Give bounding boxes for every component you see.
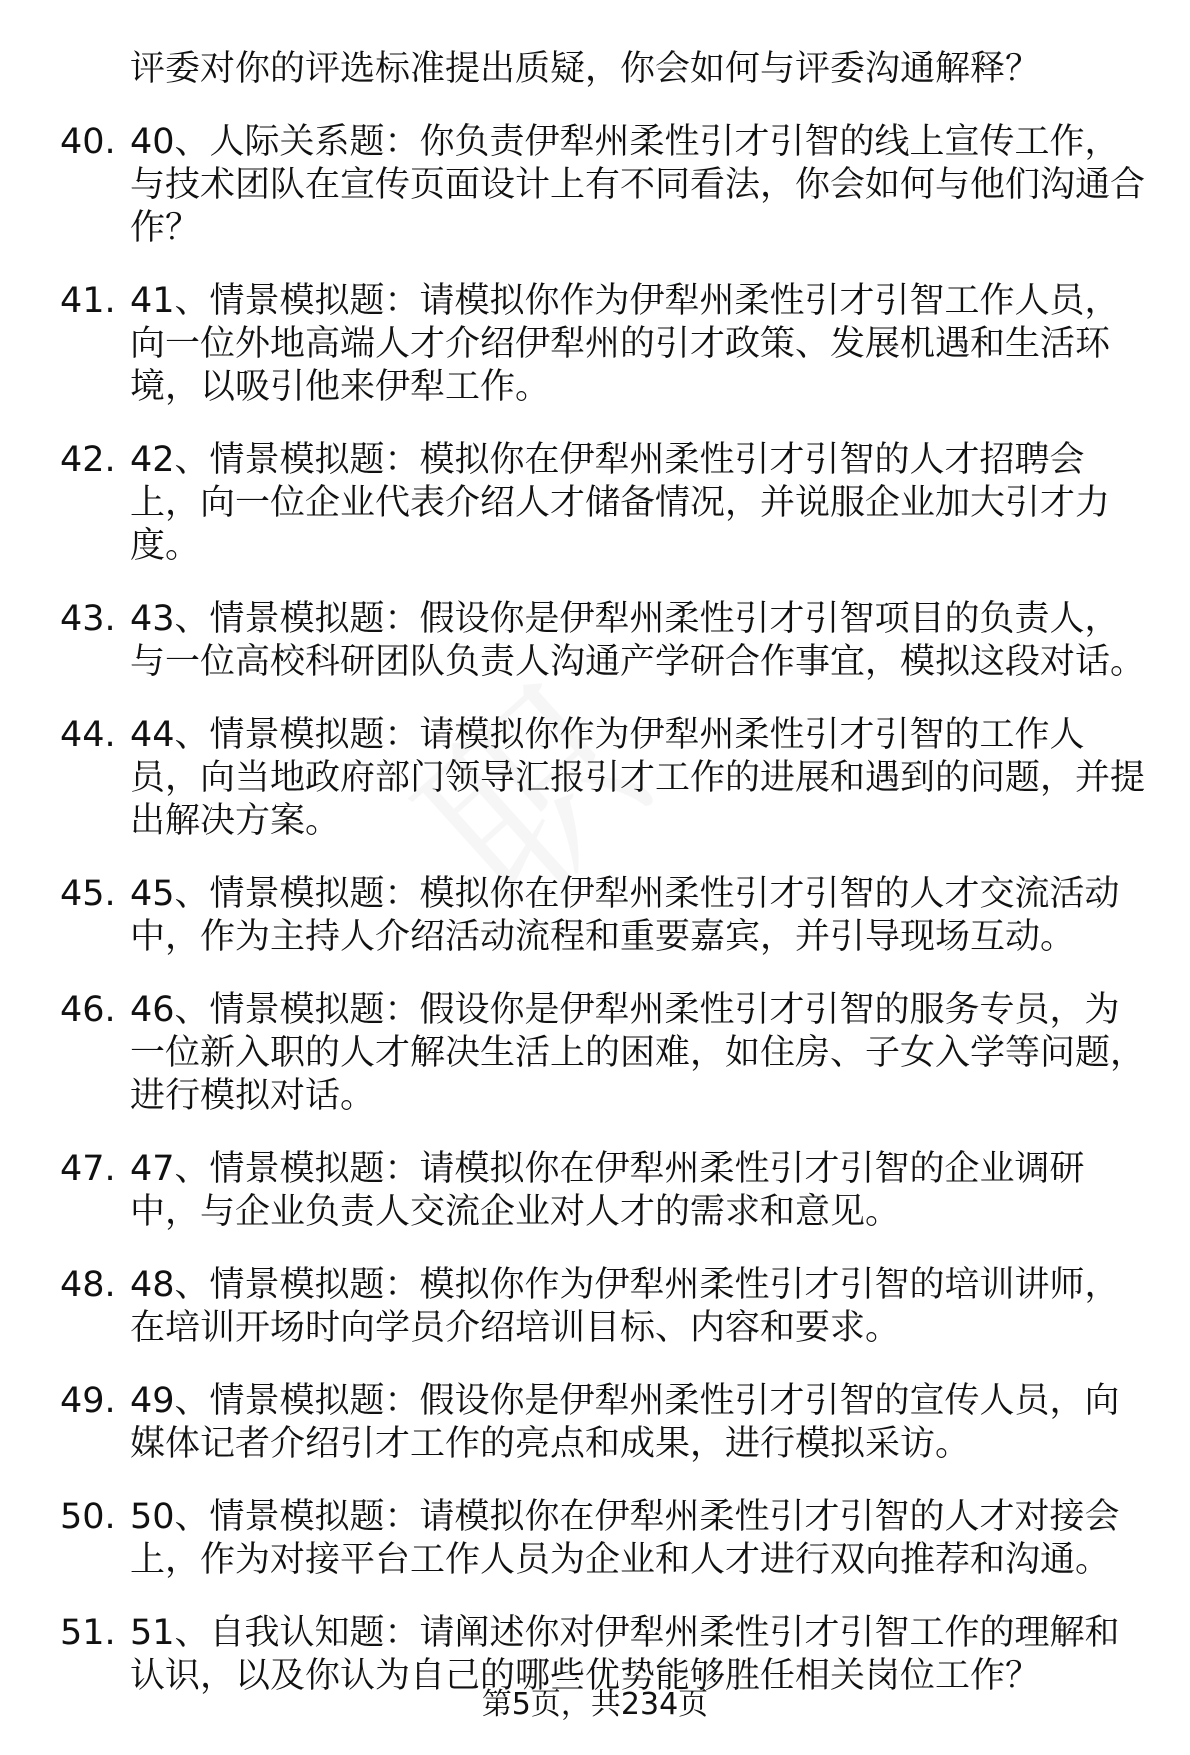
- question-list: [0, 121, 1190, 1698]
- page-footer: [0, 1685, 1190, 1725]
- question-number: 43.: [60, 599, 116, 639]
- question-number: 47.: [60, 1149, 116, 1189]
- question-number: 41.: [60, 281, 116, 321]
- question-number: 49.: [60, 1381, 116, 1421]
- continued-question-text: 评委对你的评选标准提出质疑，你会如何与评委沟通解释？: [130, 49, 1041, 89]
- question-number: 50.: [60, 1497, 116, 1537]
- question-text: 49、情景模拟题：假设你是伊犁州柔性引才引智的宣传人员，向媒体记者介绍引才工作的亮点和成果，进行模拟采访。: [130, 1381, 1120, 1464]
- question-text: 40、人际关系题：你负责伊犁州柔性引才引智的线上宣传工作，与技术团队在宣传页面设计上有不同看法，你会如何与他们沟通合作？: [130, 122, 1146, 248]
- question-text: 43、情景模拟题：假设你是伊犁州柔性引才引智项目的负责人，与一位高校科研团队负责人沟通产学研合作事宜，模拟这段对话。: [130, 599, 1146, 682]
- question-text: 50、情景模拟题：请模拟你在伊犁州柔性引才引智的人才对接会上，作为对接平台工作人员为企业和人才进行双向推荐和沟通。: [130, 1497, 1120, 1580]
- question-number: 40.: [60, 122, 116, 162]
- question-text: 41、情景模拟题：请模拟你作为伊犁州柔性引才引智工作人员，向一位外地高端人才介绍伊犁州的引才政策、发展机遇和生活环境，以吸引他来伊犁工作。: [130, 281, 1120, 407]
- question-text: 48、情景模拟题：模拟你作为伊犁州柔性引才引智的培训讲师，在培训开场时向学员介绍培训目标、内容和要求。: [130, 1265, 1120, 1348]
- question-text: 42、情景模拟题：模拟你在伊犁州柔性引才引智的人才招聘会上，向一位企业代表介绍人才储备情况，并说服企业加大引才力度。: [130, 440, 1111, 566]
- question-item: [0, 121, 1150, 250]
- question-item: [0, 280, 1150, 409]
- question-item: [0, 714, 1150, 843]
- question-item: [0, 598, 1150, 684]
- question-number: 42.: [60, 440, 116, 480]
- question-item: [0, 439, 1150, 568]
- question-text: 44、情景模拟题：请模拟你作为伊犁州柔性引才引智的工作人员，向当地政府部门领导汇报引才工作的进展和遇到的问题，并提出解决方案。: [130, 715, 1146, 841]
- question-number: 48.: [60, 1265, 116, 1305]
- question-text: 51、自我认知题：请阐述你对伊犁州柔性引才引智工作的理解和认识，以及你认为自己的哪些优势能够胜任相关岗位工作？: [130, 1613, 1120, 1696]
- question-number: 51.: [60, 1613, 116, 1653]
- question-item: [0, 1496, 1150, 1582]
- question-content: [0, 48, 1190, 1698]
- question-item: [0, 873, 1150, 959]
- question-text: 47、情景模拟题：请模拟你在伊犁州柔性引才引智的企业调研中，与企业负责人交流企业对人才的需求和意见。: [130, 1149, 1085, 1232]
- page-number: 第5页，共234页: [481, 1687, 709, 1722]
- question-item: [0, 1264, 1150, 1350]
- question-number: 45.: [60, 874, 116, 914]
- question-item: [0, 989, 1150, 1118]
- question-number: 46.: [60, 990, 116, 1030]
- question-item: [0, 1380, 1150, 1466]
- question-item: [0, 1148, 1150, 1234]
- question-text: 46、情景模拟题：假设你是伊犁州柔性引才引智的服务专员，为一位新入职的人才解决生活上的困难，如住房、子女入学等问题，进行模拟对话。: [130, 990, 1146, 1116]
- question-text: 45、情景模拟题：模拟你在伊犁州柔性引才引智的人才交流活动中，作为主持人介绍活动流程和重要嘉宾，并引导现场互动。: [130, 874, 1120, 957]
- question-number: 44.: [60, 715, 116, 755]
